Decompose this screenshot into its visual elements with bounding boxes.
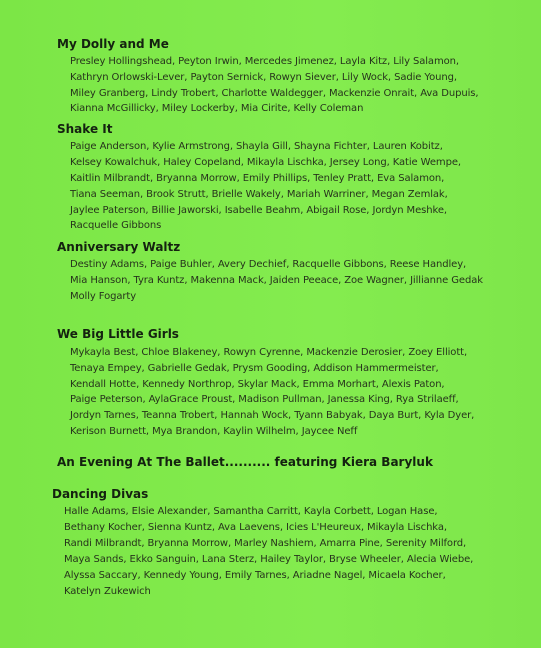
section-shake-it-line: Tiana Seeman, Brook Strutt, Brielle Wakely, Mariah Warriner, Megan Zemlak,	[70, 189, 448, 200]
section-my-dolly-and-me-line: Kianna McGillicky, Miley Lockerby, Mia Cirite, Kelly Coleman	[70, 103, 364, 114]
section-title-anniversary-waltz: Anniversary Waltz	[57, 240, 181, 254]
section-title-my-dolly-and-me: My Dolly and Me	[57, 37, 169, 51]
section-dancing-divas-line: Halle Adams, Elsie Alexander, Samantha Carritt, Kayla Corbett, Logan Hase,	[64, 506, 438, 517]
section-we-big-little-girls-line: Paige Peterson, AylaGrace Proust, Madison Pullman, Janessa King, Rya Strilaeff,	[70, 394, 459, 405]
section-shake-it-line: Racquelle Gibbons	[70, 220, 162, 231]
section-my-dolly-and-me-line: Miley Granberg, Lindy Trobert, Charlotte Waldegger, Mackenzie Onrait, Ava Dupuis,	[70, 88, 479, 99]
section-title-evening-at-the-ballet: An Evening At The Ballet.......... featuring Kiera Baryluk	[57, 455, 433, 469]
section-dancing-divas-line: Maya Sands, Ekko Sanguin, Lana Sterz, Hailey Taylor, Bryse Wheeler, Alecia Wiebe,	[64, 554, 474, 565]
section-dancing-divas-line: Bethany Kocher, Sienna Kuntz, Ava Laevens, Icies L'Heureux, Mikayla Lischka,	[64, 522, 447, 533]
section-my-dolly-and-me-line: Presley Hollingshead, Peyton Irwin, Mercedes Jimenez, Layla Kitz, Lily Salamon,	[70, 56, 459, 67]
section-shake-it-line: Kaitlin Milbrandt, Bryanna Morrow, Emily Phillips, Tenley Pratt, Eva Salamon,	[70, 173, 445, 184]
section-dancing-divas-line: Randi Milbrandt, Bryanna Morrow, Marley Nashiem, Amarra Pine, Serenity Milford,	[64, 538, 467, 549]
section-dancing-divas-line: Katelyn Zukewich	[64, 586, 151, 597]
section-we-big-little-girls-line: Kendall Hotte, Kennedy Northrop, Skylar Mack, Emma Morhart, Alexis Paton,	[70, 379, 445, 390]
section-anniversary-waltz-line: Mia Hanson, Tyra Kuntz, Makenna Mack, Jaiden Peeace, Zoe Wagner, Jillianne Gedak	[70, 275, 483, 286]
section-we-big-little-girls-line: Mykayla Best, Chloe Blakeney, Rowyn Cyrenne, Mackenzie Derosier, Zoey Elliott,	[70, 347, 468, 358]
section-we-big-little-girls-line: Tenaya Empey, Gabrielle Gedak, Prysm Gooding, Addison Hammermeister,	[70, 363, 439, 374]
section-we-big-little-girls-line: Kerison Burnett, Mya Brandon, Kaylin Wilhelm, Jaycee Neff	[70, 426, 358, 437]
section-anniversary-waltz-line: Molly Fogarty	[70, 291, 137, 302]
section-my-dolly-and-me-line: Kathryn Orlowski-Lever, Payton Sernick, Rowyn Siever, Lily Wock, Sadie Young,	[70, 72, 457, 83]
section-shake-it-line: Kelsey Kowalchuk, Haley Copeland, Mikayla Lischka, Jersey Long, Katie Wempe,	[70, 157, 461, 168]
section-dancing-divas-line: Alyssa Saccary, Kennedy Young, Emily Tarnes, Ariadne Nagel, Micaela Kocher,	[64, 570, 446, 581]
section-we-big-little-girls-line: Jordyn Tarnes, Teanna Trobert, Hannah Wock, Tyann Babyak, Daya Burt, Kyla Dyer,	[70, 410, 475, 421]
section-shake-it-line: Jaylee Paterson, Billie Jaworski, Isabelle Beahm, Abigail Rose, Jordyn Meshke,	[70, 205, 447, 216]
section-title-we-big-little-girls: We Big Little Girls	[57, 327, 179, 341]
section-title-dancing-divas: Dancing Divas	[52, 487, 149, 501]
section-shake-it-line: Paige Anderson, Kylie Armstrong, Shayla Gill, Shayna Fichter, Lauren Kobitz,	[70, 141, 443, 152]
section-anniversary-waltz-line: Destiny Adams, Paige Buhler, Avery Dechief, Racquelle Gibbons, Reese Handley,	[70, 259, 467, 270]
section-title-shake-it: Shake It	[57, 122, 113, 136]
